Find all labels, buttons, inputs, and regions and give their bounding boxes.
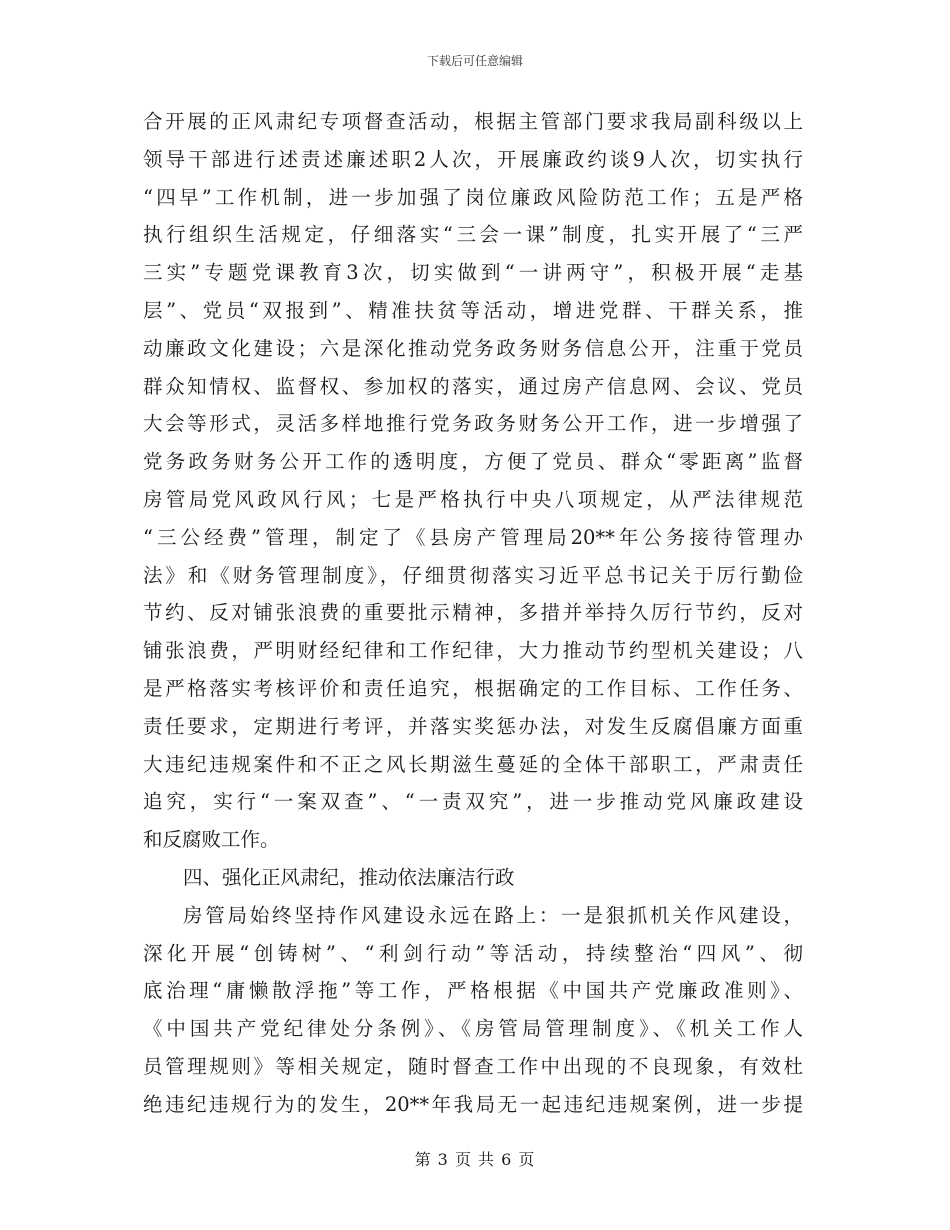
body-line: 层”、党员“双报到”、精准扶贫等活动，增进党群、干群关系，推 bbox=[143, 298, 803, 322]
body-line: 大违纪违规案件和不正之风长期滋生蔓延的全体干部职工，严肃责任 bbox=[143, 752, 803, 776]
body-line: 是严格落实考核评价和责任追究，根据确定的工作目标、工作任务、 bbox=[143, 676, 803, 700]
body-line: 执行组织生活规定，仔细落实“三会一课”制度，扎实开展了“三严 bbox=[143, 223, 803, 247]
body-line: 《中国共产党纪律处分条例》、《房管局管理制度》、《机关工作人 bbox=[143, 1017, 803, 1041]
body-line: 房管局始终坚持作风建设永远在路上：一是狠抓机关作风建设， bbox=[183, 903, 803, 927]
body-line: “三公经费”管理，制定了《县房产管理局20**年公务接待管理办 bbox=[143, 525, 803, 549]
body-line: 绝违纪违规行为的发生，20**年我局无一起违纪违规案例，进一步提 bbox=[143, 1092, 803, 1116]
body-line: 追究，实行“一案双查”、“一责双究”，进一步推动党风廉政建设 bbox=[143, 790, 803, 814]
body-line: 大会等形式，灵活多样地推行党务政务财务公开工作，进一步增强了 bbox=[143, 412, 803, 436]
body-line: 群众知情权、监督权、参加权的落实，通过房产信息网、会议、党员 bbox=[143, 374, 803, 398]
body-line: 动廉政文化建设；六是深化推动党务政务财务信息公开，注重于党员 bbox=[143, 336, 803, 360]
document-body bbox=[143, 103, 803, 1124]
page-number: 第 3 页 共 6 页 bbox=[414, 1150, 536, 1169]
page-header-note: 下载后可任意编辑 bbox=[426, 54, 523, 68]
body-line: 员管理规则》等相关规定，随时督查工作中出现的不良现象，有效杜 bbox=[143, 1054, 803, 1078]
body-line: 深化开展“创铸树”、“利剑行动”等活动，持续整治“四风”、彻 bbox=[143, 941, 803, 965]
body-line: 三实”专题党课教育3次，切实做到“一讲两守”，积极开展“走基 bbox=[143, 261, 803, 285]
body-line: “四早”工作机制，进一步加强了岗位廉政风险防范工作；五是严格 bbox=[143, 185, 803, 209]
body-line: 党务政务财务公开工作的透明度，方便了党员、群众“零距离”监督 bbox=[143, 450, 803, 474]
body-line: 铺张浪费，严明财经纪律和工作纪律，大力推动节约型机关建设；八 bbox=[143, 639, 803, 663]
body-line: 法》和《财务管理制度》，仔细贯彻落实习近平总书记关于厉行勤俭 bbox=[143, 563, 803, 587]
body-line: 和反腐败工作。 bbox=[143, 828, 280, 852]
section-heading: 四、强化正风肃纪，推动依法廉洁行政 bbox=[183, 865, 515, 889]
body-line: 房管局党风政风行风；七是严格执行中央八项规定，从严法律规范 bbox=[143, 487, 803, 511]
body-line: 领导干部进行述责述廉述职2人次，开展廉政约谈9人次，切实执行 bbox=[143, 147, 803, 171]
body-line: 合开展的正风肃纪专项督查活动，根据主管部门要求我局副科级以上 bbox=[143, 110, 803, 133]
body-line: 节约、反对铺张浪费的重要批示精神，多措并举持久厉行节约，反对 bbox=[143, 601, 803, 625]
body-line: 底治理“庸懒散浮拖”等工作，严格根据《中国共产党廉政准则》、 bbox=[143, 979, 803, 1003]
body-line: 责任要求，定期进行考评，并落实奖惩办法，对发生反腐倡廉方面重 bbox=[143, 714, 803, 738]
